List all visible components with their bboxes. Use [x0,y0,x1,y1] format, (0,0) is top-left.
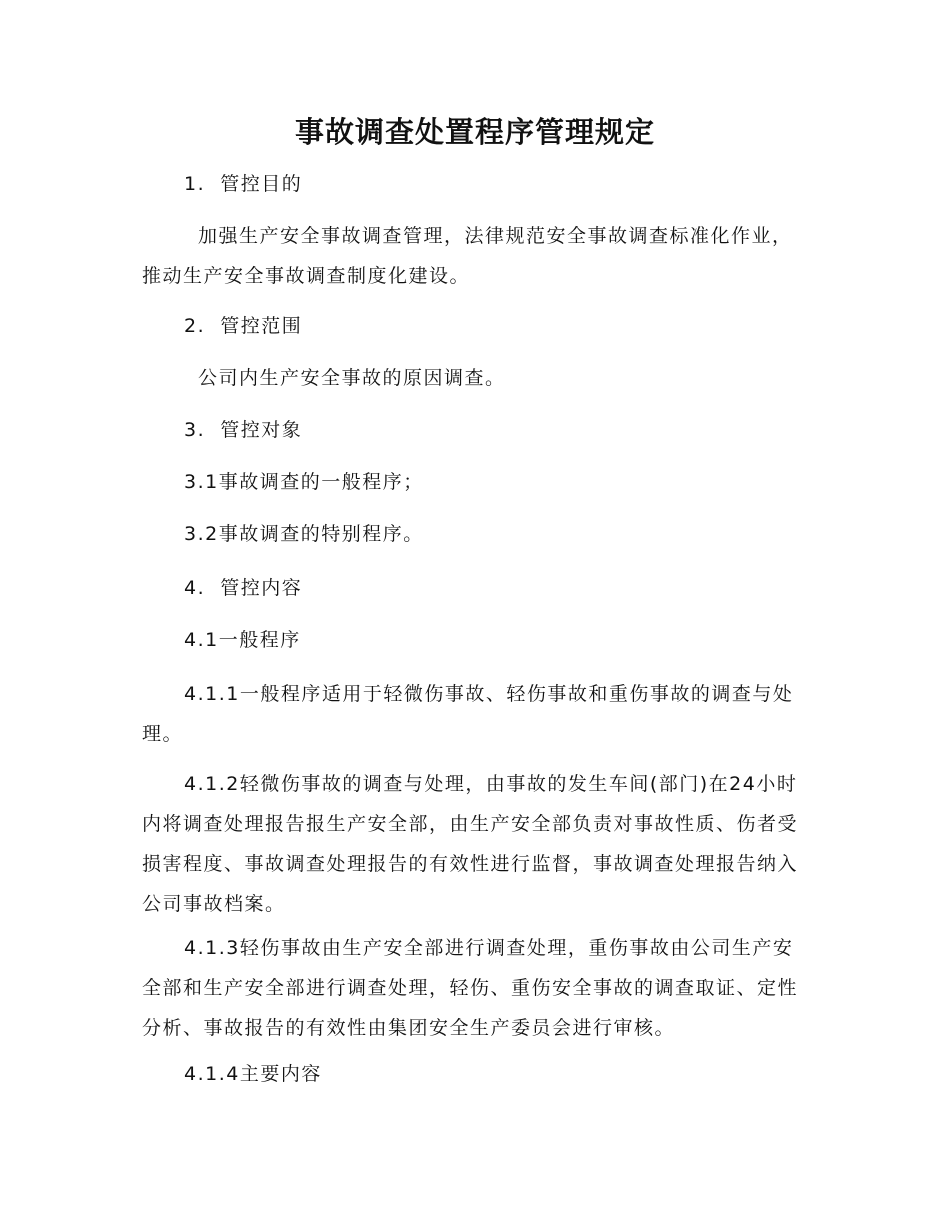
section-heading-1: 1. 管控目的 [184,173,303,195]
paragraph-4-1-4: 4.1.4主要内容 [184,1063,322,1085]
list-item-3-2: 3.2事故调查的特别程序。 [184,523,424,545]
paragraph-4-1-2: 4.1.2轻微伤事故的调查与处理，由事故的发生车间(部门)在24小时内将调查处理报告报生产安全部，由生产安全部负责对事故性质、伤者受损害程度、事故调查处理报告的有效性进行监督，事故调查处理报告纳入公司事故档案。 [142,773,799,915]
subsection-heading-4-1: 4.1一般程序 [184,629,301,651]
paragraph-purpose: 加强生产安全事故调查管理，法律规范安全事故调查标准化作业，推动生产安全事故调查制度化建设。 [142,225,793,287]
section-heading-2: 2. 管控范围 [184,315,303,337]
paragraph-4-1-1: 4.1.1一般程序适用于轻微伤事故、轻伤事故和重伤事故的调查与处理。 [142,683,794,745]
document-title: 事故调查处置程序管理规定 [294,115,655,149]
paragraph-scope: 公司内生产安全事故的原因调查。 [198,367,506,389]
paragraph-4-1-3: 4.1.3轻伤事故由生产安全部进行调查处理，重伤事故由公司生产安全部和生产安全部进行调查处理，轻伤、重伤安全事故的调查取证、定性分析、事故报告的有效性由集团安全生产委员会进行审核。 [142,937,799,1039]
section-heading-4: 4. 管控内容 [184,577,303,599]
list-item-3-1: 3.1事故调查的一般程序； [184,471,424,493]
section-heading-3: 3. 管控对象 [184,419,303,441]
